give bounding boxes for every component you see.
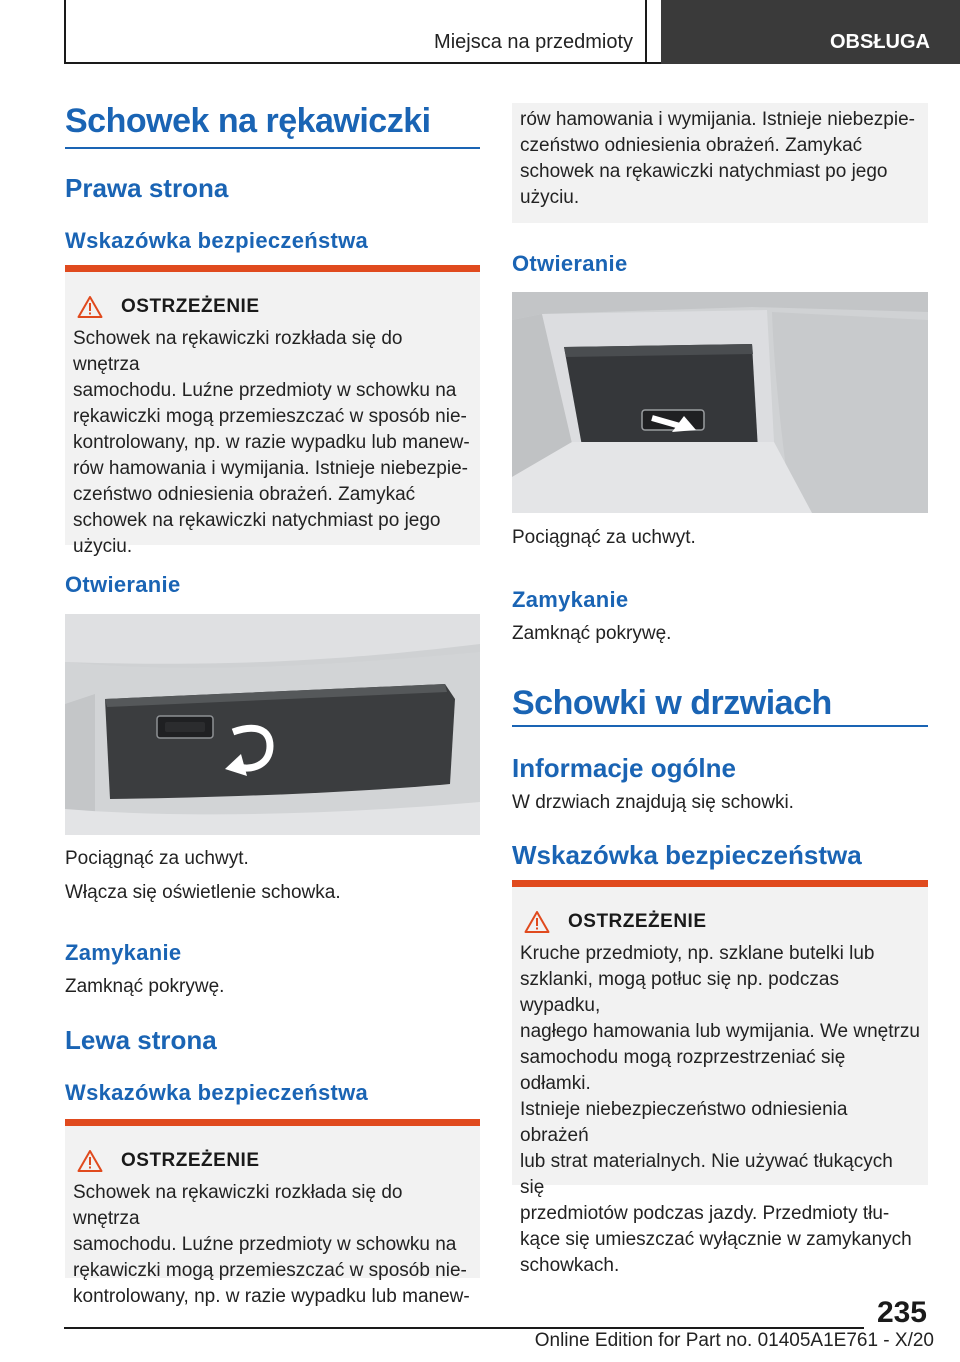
warning-line: użyciu. (73, 536, 133, 557)
section-title-door-pockets: Schowki w drzwiach (512, 684, 832, 722)
warning-line: użyciu. (520, 187, 580, 208)
warning-header (73, 1148, 472, 1174)
warning-line: czeństwo odniesienia obrażeń. Zamykać (73, 484, 416, 505)
title-rule (512, 725, 928, 727)
warning-line: rów hamowania i wymijania. Istnieje niebezpie- (73, 458, 468, 479)
page-number: 235 (876, 1296, 927, 1329)
warning-line: samochodu. Luźne przedmioty w schowku na (73, 380, 457, 401)
safety-heading: Wskazówka bezpieczeństwa (65, 1080, 369, 1105)
warning-header (73, 294, 472, 320)
warning-text (520, 941, 920, 1279)
warning-line: samochodu mogą rozprzestrzeniać się odłamki. (520, 1047, 846, 1094)
warning-text (520, 107, 920, 211)
subtitle-right-side: Prawa strona (65, 173, 229, 203)
warning-line: kontrolowany, np. w razie wypadku lub manew- (73, 1286, 470, 1307)
glovebox-right-photo (65, 614, 480, 835)
warning-triangle-icon (524, 910, 550, 934)
warning-header (520, 909, 920, 935)
warning-box (65, 265, 480, 557)
warning-box (512, 880, 928, 1276)
warning-line: samochodu. Luźne przedmioty w schowku na (73, 1234, 457, 1255)
opening-instruction: Pociągnąć za uchwyt. (512, 527, 696, 548)
warning-triangle-icon (77, 1149, 103, 1173)
safety-heading: Wskazówka bezpieczeństwa (512, 840, 862, 870)
general-info-heading: Informacje ogólne (512, 753, 736, 783)
warning-box-continued (512, 103, 928, 223)
warning-title: OSTRZEŻENIE (121, 1150, 260, 1171)
warning-line: schowek na rękawiczki natychmiast po jego (520, 161, 888, 182)
header-section-title: Miejsca na przedmioty (300, 0, 647, 64)
opening-instruction: Pociągnąć za uchwyt. (65, 848, 249, 869)
warning-title: OSTRZEŻENIE (121, 296, 260, 317)
closing-instruction: Zamknąć pokrywę. (65, 976, 225, 997)
closing-heading: Zamykanie (65, 940, 182, 965)
opening-heading: Otwieranie (65, 572, 181, 597)
warning-title: OSTRZEŻENIE (568, 911, 707, 932)
warning-triangle-icon (77, 295, 103, 319)
warning-text (73, 326, 472, 560)
warning-line: Schowek na rękawiczki rozkłada się do wnętrza (73, 1182, 403, 1229)
subtitle-left-side: Lewa strona (65, 1025, 217, 1055)
glovebox-illustration (65, 614, 480, 835)
opening-heading: Otwieranie (512, 251, 628, 276)
warning-line: rękawiczki mogą przemieszczać w sposób nie- (73, 1260, 467, 1281)
warning-line: lub strat materialnych. Nie używać tłukących się (520, 1151, 893, 1198)
title-rule (65, 147, 480, 149)
warning-line: szklanki, mogą potłuc się np. podczas wypadku, (520, 969, 839, 1016)
glovebox-left-photo (512, 292, 928, 513)
warning-line: nagłego hamowania lub wymijania. We wnętrzu (520, 1021, 920, 1042)
closing-instruction: Zamknąć pokrywę. (512, 623, 672, 644)
warning-line: kące się umieszczać wyłącznie w zamykanych (520, 1229, 912, 1250)
warning-line: rów hamowania i wymijania. Istnieje niebezpie- (520, 109, 915, 130)
general-info-text: W drzwiach znajdują się schowki. (512, 792, 794, 813)
edition-note: Online Edition for Part no. 01405A1E761 - X/20 (534, 1330, 934, 1351)
warning-line: schowkach. (520, 1255, 620, 1276)
opening-note: Włącza się oświetlenie schowka. (65, 882, 341, 903)
warning-line: czeństwo odniesienia obrażeń. Zamykać (520, 135, 863, 156)
warning-line: rękawiczki mogą przemieszczać w sposób nie- (73, 406, 467, 427)
warning-box (65, 1119, 480, 1307)
warning-line: kontrolowany, np. w razie wypadku lub manew- (73, 432, 470, 453)
warning-line: Istnieje niebezpieczeństwo odniesienia obrażeń (520, 1099, 848, 1146)
section-title-glovebox: Schowek na rękawiczki (65, 102, 431, 140)
header-chapter-tab: OBSŁUGA (661, 0, 960, 64)
warning-text (73, 1180, 472, 1310)
warning-line: Schowek na rękawiczki rozkłada się do wnętrza (73, 328, 403, 375)
glovebox-illustration (512, 292, 928, 513)
closing-heading: Zamykanie (512, 587, 629, 612)
safety-heading: Wskazówka bezpieczeństwa (65, 228, 369, 253)
warning-line: Kruche przedmioty, np. szklane butelki lub (520, 943, 875, 964)
warning-line: schowek na rękawiczki natychmiast po jego (73, 510, 441, 531)
footer-rule (64, 1327, 864, 1329)
warning-line: przedmiotów podczas jazdy. Przedmioty tłu- (520, 1203, 890, 1224)
